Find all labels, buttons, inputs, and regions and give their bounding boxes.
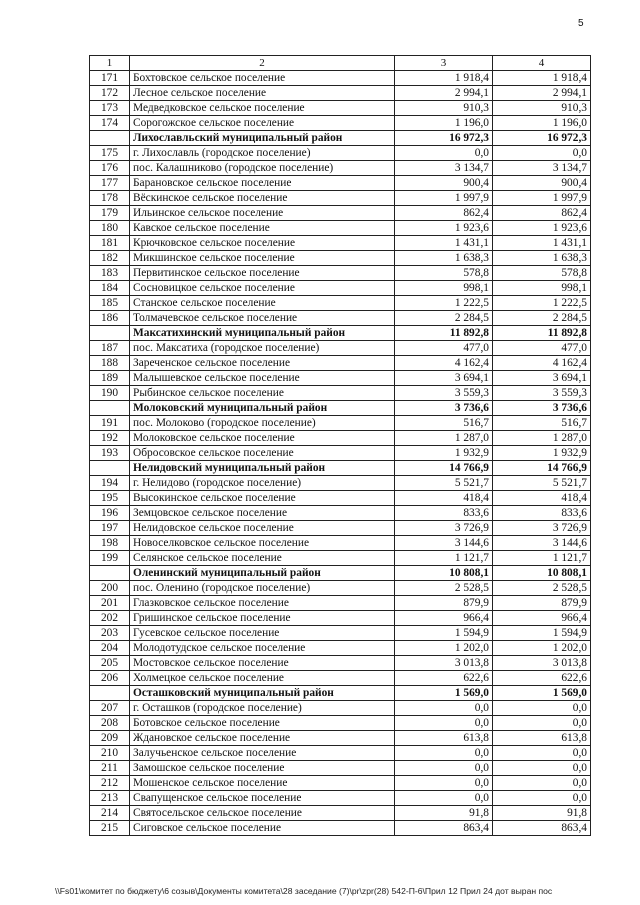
- value-col-4: 1 594,9: [493, 626, 591, 641]
- value-col-4: 910,3: [493, 101, 591, 116]
- value-col-3: 0,0: [395, 146, 493, 161]
- row-number: 178: [90, 191, 130, 206]
- value-col-4: 3 694,1: [493, 371, 591, 386]
- value-col-4: 833,6: [493, 506, 591, 521]
- page-number: 5: [578, 18, 584, 29]
- table-row: [90, 641, 591, 656]
- value-col-4: 900,4: [493, 176, 591, 191]
- value-col-4: 1 569,0: [493, 686, 591, 701]
- value-col-3: 1 287,0: [395, 431, 493, 446]
- value-col-3: 16 972,3: [395, 131, 493, 146]
- table-row: [90, 506, 591, 521]
- settlement-name: Молоковское сельское поселение: [130, 431, 395, 446]
- value-col-3: 0,0: [395, 716, 493, 731]
- district-total-row: [90, 461, 591, 476]
- value-col-4: 1 287,0: [493, 431, 591, 446]
- value-col-3: 1 638,3: [395, 251, 493, 266]
- settlement-name: Лесное сельское поселение: [130, 86, 395, 101]
- settlement-name: Ждановское сельское поселение: [130, 731, 395, 746]
- settlement-name: г. Осташков (городское поселение): [130, 701, 395, 716]
- row-number: 199: [90, 551, 130, 566]
- value-col-3: 10 808,1: [395, 566, 493, 581]
- district-total-row: [90, 686, 591, 701]
- row-number: 180: [90, 221, 130, 236]
- settlement-name: Оленинский муниципальный район: [130, 566, 395, 581]
- settlement-name: Гришинское сельское поселение: [130, 611, 395, 626]
- value-col-4: 613,8: [493, 731, 591, 746]
- row-number: 186: [90, 311, 130, 326]
- table-row: [90, 176, 591, 191]
- row-number: [90, 686, 130, 701]
- value-col-3: 1 923,6: [395, 221, 493, 236]
- value-col-4: 4 162,4: [493, 356, 591, 371]
- value-col-4: 2 284,5: [493, 311, 591, 326]
- value-col-4: 14 766,9: [493, 461, 591, 476]
- settlement-name: Сорогожское сельское поселение: [130, 116, 395, 131]
- row-number: 179: [90, 206, 130, 221]
- row-number: 184: [90, 281, 130, 296]
- value-col-3: 879,9: [395, 596, 493, 611]
- value-col-4: 3 559,3: [493, 386, 591, 401]
- table-row: [90, 551, 591, 566]
- value-col-4: 418,4: [493, 491, 591, 506]
- row-number: 183: [90, 266, 130, 281]
- value-col-4: 863,4: [493, 821, 591, 836]
- row-number: 207: [90, 701, 130, 716]
- value-col-4: 1 222,5: [493, 296, 591, 311]
- value-col-3: 0,0: [395, 761, 493, 776]
- settlement-name: Осташковский муниципальный район: [130, 686, 395, 701]
- table-row: [90, 221, 591, 236]
- row-number: 187: [90, 341, 130, 356]
- table-row: [90, 341, 591, 356]
- value-col-3: 862,4: [395, 206, 493, 221]
- value-col-4: 3 726,9: [493, 521, 591, 536]
- value-col-4: 0,0: [493, 146, 591, 161]
- row-number: [90, 461, 130, 476]
- value-col-4: 3 144,6: [493, 536, 591, 551]
- row-number: 174: [90, 116, 130, 131]
- settlement-name: Мостовское сельское поселение: [130, 656, 395, 671]
- settlement-name: пос. Калашниково (городское поселение): [130, 161, 395, 176]
- value-col-4: 0,0: [493, 716, 591, 731]
- table-row: [90, 266, 591, 281]
- value-col-3: 613,8: [395, 731, 493, 746]
- table-row: [90, 521, 591, 536]
- table-row: [90, 611, 591, 626]
- table-row: [90, 596, 591, 611]
- settlement-name: Земцовское сельское поселение: [130, 506, 395, 521]
- row-number: 200: [90, 581, 130, 596]
- value-col-4: 477,0: [493, 341, 591, 356]
- settlement-name: Кавское сельское поселение: [130, 221, 395, 236]
- row-number: 202: [90, 611, 130, 626]
- value-col-4: 1 638,3: [493, 251, 591, 266]
- value-col-4: 2 528,5: [493, 581, 591, 596]
- table-row: [90, 101, 591, 116]
- value-col-4: 3 134,7: [493, 161, 591, 176]
- settlement-name: Замошское сельское поселение: [130, 761, 395, 776]
- settlement-name: г. Лихославль (городское поселение): [130, 146, 395, 161]
- settlement-name: Вёскинское сельское поселение: [130, 191, 395, 206]
- row-number: 194: [90, 476, 130, 491]
- value-col-4: 1 121,7: [493, 551, 591, 566]
- row-number: 213: [90, 791, 130, 806]
- row-number: 205: [90, 656, 130, 671]
- row-number: 215: [90, 821, 130, 836]
- value-col-3: 3 736,6: [395, 401, 493, 416]
- row-number: [90, 401, 130, 416]
- settlement-name: Станское сельское поселение: [130, 296, 395, 311]
- row-number: 196: [90, 506, 130, 521]
- value-col-3: 1 997,9: [395, 191, 493, 206]
- settlement-name: пос. Молоково (городское поселение): [130, 416, 395, 431]
- table-row: [90, 416, 591, 431]
- row-number: [90, 566, 130, 581]
- value-col-4: 998,1: [493, 281, 591, 296]
- settlement-name: Залучьенское сельское поселение: [130, 746, 395, 761]
- value-col-3: 833,6: [395, 506, 493, 521]
- value-col-3: 11 892,8: [395, 326, 493, 341]
- value-col-3: 2 994,1: [395, 86, 493, 101]
- table-row: [90, 386, 591, 401]
- table-row: [90, 236, 591, 251]
- row-number: 177: [90, 176, 130, 191]
- value-col-3: 998,1: [395, 281, 493, 296]
- settlement-name: Мошенское сельское поселение: [130, 776, 395, 791]
- value-col-3: 622,6: [395, 671, 493, 686]
- table-row: [90, 476, 591, 491]
- table-row: [90, 716, 591, 731]
- value-col-3: 910,3: [395, 101, 493, 116]
- table-row: [90, 116, 591, 131]
- settlement-name: г. Нелидово (городское поселение): [130, 476, 395, 491]
- value-col-3: 418,4: [395, 491, 493, 506]
- value-col-4: 966,4: [493, 611, 591, 626]
- value-col-4: 622,6: [493, 671, 591, 686]
- value-col-3: 1 222,5: [395, 296, 493, 311]
- table-row: [90, 191, 591, 206]
- settlement-name: Бохтовское сельское поселение: [130, 71, 395, 86]
- value-col-4: 1 923,6: [493, 221, 591, 236]
- settlement-name: Нелидовское сельское поселение: [130, 521, 395, 536]
- value-col-3: 0,0: [395, 701, 493, 716]
- value-col-3: 900,4: [395, 176, 493, 191]
- value-col-4: 0,0: [493, 701, 591, 716]
- district-total-row: [90, 326, 591, 341]
- row-number: 212: [90, 776, 130, 791]
- value-col-3: 1 121,7: [395, 551, 493, 566]
- value-col-3: 1 918,4: [395, 71, 493, 86]
- row-number: 182: [90, 251, 130, 266]
- value-col-3: 1 202,0: [395, 641, 493, 656]
- value-col-4: 1 202,0: [493, 641, 591, 656]
- table-row: [90, 296, 591, 311]
- settlement-name: Святосельское сельское поселение: [130, 806, 395, 821]
- settlement-name: Толмачевское сельское поселение: [130, 311, 395, 326]
- value-col-3: 0,0: [395, 791, 493, 806]
- value-col-3: 477,0: [395, 341, 493, 356]
- value-col-4: 862,4: [493, 206, 591, 221]
- column-header-3: 3: [395, 56, 493, 71]
- value-col-3: 2 528,5: [395, 581, 493, 596]
- row-number: 175: [90, 146, 130, 161]
- row-number: 185: [90, 296, 130, 311]
- row-number: 176: [90, 161, 130, 176]
- value-col-3: 3 559,3: [395, 386, 493, 401]
- row-number: 172: [90, 86, 130, 101]
- value-col-4: 91,8: [493, 806, 591, 821]
- table-row: [90, 776, 591, 791]
- table-header-row: [90, 56, 591, 71]
- value-col-3: 91,8: [395, 806, 493, 821]
- table-row: [90, 806, 591, 821]
- value-col-3: 3 013,8: [395, 656, 493, 671]
- settlement-name: Первитинское сельское поселение: [130, 266, 395, 281]
- value-col-4: 2 994,1: [493, 86, 591, 101]
- value-col-3: 4 162,4: [395, 356, 493, 371]
- value-col-3: 516,7: [395, 416, 493, 431]
- column-header-4: 4: [493, 56, 591, 71]
- value-col-4: 0,0: [493, 791, 591, 806]
- table-row: [90, 371, 591, 386]
- row-number: 173: [90, 101, 130, 116]
- value-col-4: 1 196,0: [493, 116, 591, 131]
- settlement-name: Высокинское сельское поселение: [130, 491, 395, 506]
- settlement-name: пос. Максатиха (городское поселение): [130, 341, 395, 356]
- row-number: 190: [90, 386, 130, 401]
- settlement-name: Микшинское сельское поселение: [130, 251, 395, 266]
- settlement-name: Нелидовский муниципальный район: [130, 461, 395, 476]
- table-row: [90, 731, 591, 746]
- table-row: [90, 146, 591, 161]
- value-col-4: 516,7: [493, 416, 591, 431]
- settlement-name: Зареченское сельское поселение: [130, 356, 395, 371]
- table-row: [90, 251, 591, 266]
- table-row: [90, 671, 591, 686]
- settlement-name: Сиговское сельское поселение: [130, 821, 395, 836]
- settlement-name: Барановское сельское поселение: [130, 176, 395, 191]
- table-row: [90, 311, 591, 326]
- settlement-name: Максатихинский муниципальный район: [130, 326, 395, 341]
- table-row: [90, 791, 591, 806]
- settlement-name: Крючковское сельское поселение: [130, 236, 395, 251]
- table-row: [90, 626, 591, 641]
- table-row: [90, 161, 591, 176]
- settlement-name: Холмецкое сельское поселение: [130, 671, 395, 686]
- value-col-4: 0,0: [493, 776, 591, 791]
- row-number: 210: [90, 746, 130, 761]
- table-row: [90, 431, 591, 446]
- table-row: [90, 701, 591, 716]
- value-col-3: 3 726,9: [395, 521, 493, 536]
- settlement-name: Гусевское сельское поселение: [130, 626, 395, 641]
- value-col-3: 0,0: [395, 746, 493, 761]
- row-number: 188: [90, 356, 130, 371]
- value-col-3: 1 431,1: [395, 236, 493, 251]
- row-number: [90, 326, 130, 341]
- value-col-3: 1 196,0: [395, 116, 493, 131]
- table-row: [90, 446, 591, 461]
- table-row: [90, 581, 591, 596]
- value-col-4: 0,0: [493, 746, 591, 761]
- value-col-3: 0,0: [395, 776, 493, 791]
- table-row: [90, 761, 591, 776]
- settlement-name: Ботовское сельское поселение: [130, 716, 395, 731]
- column-header-1: 1: [90, 56, 130, 71]
- settlement-name: Молоковский муниципальный район: [130, 401, 395, 416]
- table-row: [90, 746, 591, 761]
- district-total-row: [90, 131, 591, 146]
- value-col-4: 578,8: [493, 266, 591, 281]
- row-number: 193: [90, 446, 130, 461]
- column-header-2: 2: [130, 56, 395, 71]
- value-col-3: 578,8: [395, 266, 493, 281]
- table-row: [90, 491, 591, 506]
- row-number: 195: [90, 491, 130, 506]
- value-col-4: 1 431,1: [493, 236, 591, 251]
- value-col-3: 5 521,7: [395, 476, 493, 491]
- value-col-3: 863,4: [395, 821, 493, 836]
- value-col-4: 3 736,6: [493, 401, 591, 416]
- value-col-4: 1 997,9: [493, 191, 591, 206]
- settlement-name: Медведковское сельское поселение: [130, 101, 395, 116]
- table-row: [90, 71, 591, 86]
- value-col-3: 966,4: [395, 611, 493, 626]
- row-number: 197: [90, 521, 130, 536]
- settlement-name: Рыбинское сельское поселение: [130, 386, 395, 401]
- district-total-row: [90, 566, 591, 581]
- value-col-3: 3 144,6: [395, 536, 493, 551]
- row-number: 191: [90, 416, 130, 431]
- budget-table-container: [89, 55, 590, 836]
- row-number: [90, 131, 130, 146]
- table-row: [90, 656, 591, 671]
- row-number: 211: [90, 761, 130, 776]
- budget-table: [89, 55, 591, 836]
- table-row: [90, 821, 591, 836]
- row-number: 201: [90, 596, 130, 611]
- settlement-name: Сосновицкое сельское поселение: [130, 281, 395, 296]
- settlement-name: Лихославльский муниципальный район: [130, 131, 395, 146]
- settlement-name: Новоселковское сельское поселение: [130, 536, 395, 551]
- value-col-3: 2 284,5: [395, 311, 493, 326]
- settlement-name: Глазковское сельское поселение: [130, 596, 395, 611]
- value-col-3: 3 134,7: [395, 161, 493, 176]
- value-col-4: 5 521,7: [493, 476, 591, 491]
- row-number: 198: [90, 536, 130, 551]
- value-col-3: 1 569,0: [395, 686, 493, 701]
- table-row: [90, 281, 591, 296]
- table-row: [90, 356, 591, 371]
- value-col-3: 3 694,1: [395, 371, 493, 386]
- value-col-4: 16 972,3: [493, 131, 591, 146]
- value-col-3: 14 766,9: [395, 461, 493, 476]
- row-number: 209: [90, 731, 130, 746]
- table-row: [90, 86, 591, 101]
- value-col-4: 1 918,4: [493, 71, 591, 86]
- row-number: 204: [90, 641, 130, 656]
- table-row: [90, 536, 591, 551]
- settlement-name: Свапущенское сельское поселение: [130, 791, 395, 806]
- file-path-footer: \\Fs01\комитет по бюджету\6 созыв\Документы комитета\28 заседание (7)\pr\zpr(28) 542-П-6\Прил 12 Прил 24 дот выран пос: [55, 886, 553, 896]
- value-col-3: 1 932,9: [395, 446, 493, 461]
- value-col-4: 11 892,8: [493, 326, 591, 341]
- row-number: 203: [90, 626, 130, 641]
- value-col-3: 1 594,9: [395, 626, 493, 641]
- row-number: 208: [90, 716, 130, 731]
- settlement-name: Обросовское сельское поселение: [130, 446, 395, 461]
- settlement-name: пос. Оленино (городское поселение): [130, 581, 395, 596]
- settlement-name: Малышевское сельское поселение: [130, 371, 395, 386]
- row-number: 214: [90, 806, 130, 821]
- row-number: 171: [90, 71, 130, 86]
- district-total-row: [90, 401, 591, 416]
- value-col-4: 0,0: [493, 761, 591, 776]
- settlement-name: Селянское сельское поселение: [130, 551, 395, 566]
- value-col-4: 879,9: [493, 596, 591, 611]
- row-number: 181: [90, 236, 130, 251]
- settlement-name: Молодотудское сельское поселение: [130, 641, 395, 656]
- table-row: [90, 206, 591, 221]
- settlement-name: Ильинское сельское поселение: [130, 206, 395, 221]
- row-number: 192: [90, 431, 130, 446]
- value-col-4: 3 013,8: [493, 656, 591, 671]
- row-number: 189: [90, 371, 130, 386]
- row-number: 206: [90, 671, 130, 686]
- value-col-4: 10 808,1: [493, 566, 591, 581]
- value-col-4: 1 932,9: [493, 446, 591, 461]
